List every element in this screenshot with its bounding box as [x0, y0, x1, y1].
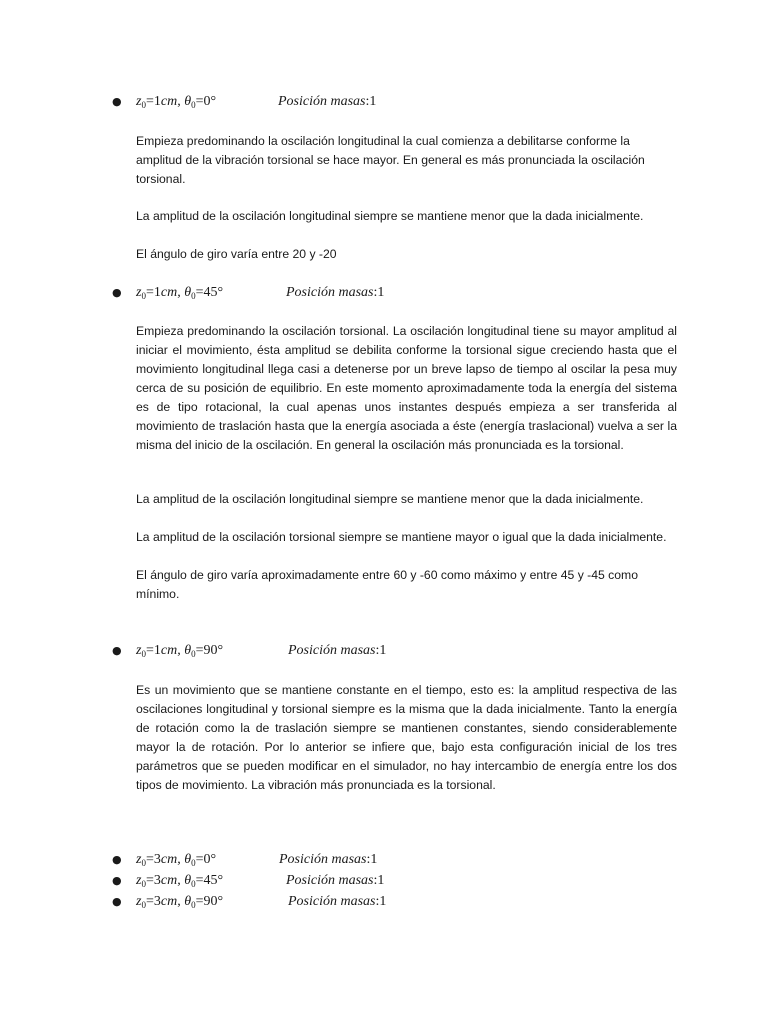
condition-item-4 — [112, 850, 672, 870]
condition-item-2 — [112, 283, 672, 303]
bullet-icon: ● — [112, 95, 122, 108]
mass-position-label: Posición masas:1 — [286, 285, 385, 300]
mass-position-label: Posición masas:1 — [279, 852, 378, 867]
condition-item-5 — [112, 871, 672, 891]
initial-conditions-formula: $z_0=1cm$, $\theta_0=0^\circ$ — [136, 94, 217, 110]
condition-item-1 — [112, 92, 672, 112]
initial-conditions-formula: $z_0=1cm$, $\theta_0=90^\circ$ — [136, 643, 224, 659]
condition-item-3 — [112, 641, 672, 661]
paragraph: La amplitud de la oscilación torsional siempre se mantiene mayor o igual que la dada inicialmente. — [136, 530, 667, 544]
condition-item-6 — [112, 892, 672, 912]
initial-conditions-formula: $z_0=3cm$, $\theta_0=90^\circ$ — [136, 894, 224, 910]
initial-conditions-formula: $z_0=3cm$, $\theta_0=0^\circ$ — [136, 852, 217, 868]
paragraph: Es un movimiento que se mantiene constante en el tiempo, esto es: la amplitud respectiva de las oscilaciones longitudinal y torsional siempre es la misma que la dada inicialmente. Tanto la energía de rotación como la de traslación siempre se mantienen constantes, siendo considerablemente mayor la de rotación. Por lo anterior se infiere que, bajo esta configuración inicial de los tres parámetros que se pueden modificar en el simulador, no hay intercambio de energía entre los dos tipos de movimiento. La vibración más pronunciada es la torsional. — [136, 683, 677, 792]
bullet-icon: ● — [112, 874, 122, 887]
mass-position-label: Posición masas:1 — [288, 643, 387, 658]
initial-conditions-formula: $z_0=3cm$, $\theta_0=45^\circ$ — [136, 873, 224, 889]
paragraph: La amplitud de la oscilación longitudinal siempre se mantiene menor que la dada inicialmente. — [136, 492, 644, 506]
bullet-icon: ● — [112, 286, 122, 299]
mass-position-label: Posición masas:1 — [288, 894, 387, 909]
paragraph: El ángulo de giro varía aproximadamente entre 60 y -60 como máximo y entre 45 y -45 como mínimo. — [136, 568, 638, 601]
initial-conditions-formula: $z_0=1cm$, $\theta_0=45^\circ$ — [136, 285, 224, 301]
mass-position-label: Posición masas:1 — [278, 94, 377, 109]
paragraph: Empieza predominando la oscilación torsional. La oscilación longitudinal tiene su mayor amplitud al iniciar el movimiento, ésta amplitud se debilita conforme la torsional sigue creciendo hasta que el movimiento longitudinal llega casi a detenerse por un breve lapso de tiempo al oscilar la pesa muy cerca de su posición de equilibrio. En este momento aproximadamente toda la energía del sistema es de tipo rotacional, la cual apenas unos instantes después empieza a ser transferida al movimiento de traslación hasta que la energía asociada a éste (energía traslacional) vuelva a ser la misma del inicio de la oscilación. En general la oscilación más pronunciada es la torsional. — [136, 324, 677, 452]
paragraph: El ángulo de giro varía entre 20 y -20 — [136, 247, 337, 261]
paragraph: La amplitud de la oscilación longitudinal siempre se mantiene menor que la dada inicialmente. — [136, 209, 644, 223]
mass-position-label: Posición masas:1 — [286, 873, 385, 888]
bullet-icon: ● — [112, 644, 122, 657]
bullet-icon: ● — [112, 895, 122, 908]
paragraph: Empieza predominando la oscilación longitudinal la cual comienza a debilitarse conforme la amplitud de la vibración torsional se hace mayor. En general es más pronunciada la oscilación torsional. — [136, 134, 645, 186]
bullet-icon: ● — [112, 853, 122, 866]
